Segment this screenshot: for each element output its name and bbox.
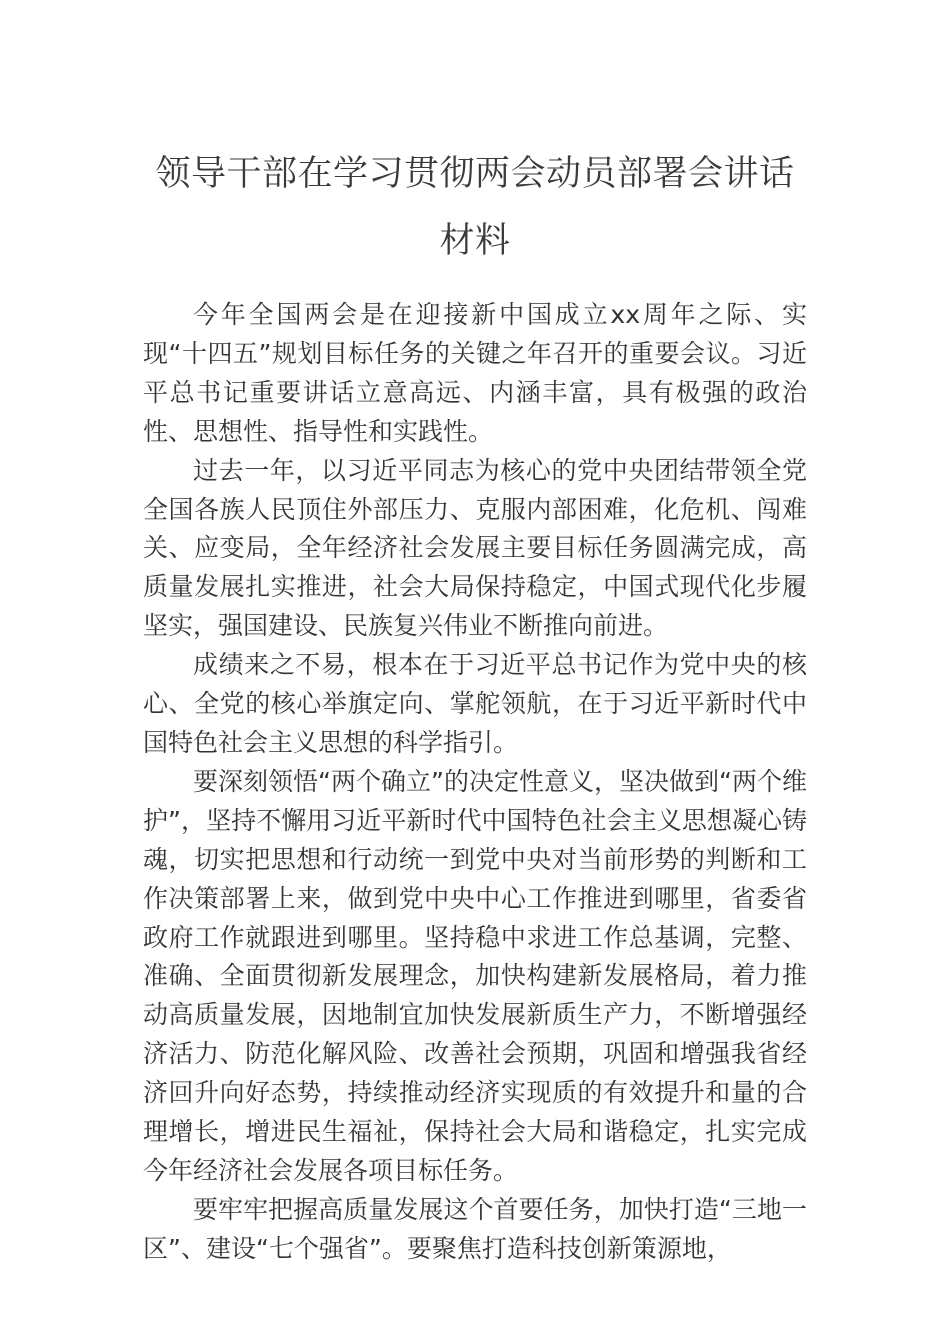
paragraph-4: 要深刻领悟“两个确立”的决定性意义，坚决做到“两个维护”，坚持不懈用习近平新时代中国特色社会主义思想凝心铸魂，切实把思想和行动统一到党中央对当前形势的判断和工作决策部署上来，做到党中央中心工作推进到哪里，省委省政府工作就跟进到哪里。坚持稳中求进工作总基调，完整、准确、全面贯彻新发展理念，加快构建新发展格局，着力推动高质量发展，因地制宜加快发展新质生产力，不断增强经济活力、防范化解风险、改善社会预期，巩固和增强我省经济回升向好态势，持续推动经济实现质的有效提升和量的合理增长，增进民生福祉，保持社会大局和谐稳定，扎实完成今年经济社会发展各项目标任务。 <box>143 766 807 1185</box>
paragraph-3: 成绩来之不易，根本在于习近平总书记作为党中央的核心、全党的核心举旗定向、掌舵领航，在于习近平新时代中国特色社会主义思想的科学指引。 <box>143 650 807 757</box>
document-title-line-1: 领导干部在学习贯彻两会动员部署会讲话 <box>155 154 795 194</box>
paragraph-1: 今年全国两会是在迎接新中国成立xx周年之际、实现“十四五”规划目标任务的关键之年召开的重要会议。习近平总书记重要讲话立意高远、内涵丰富，具有极强的政治性、思想性、指导性和实践性。 <box>143 300 807 446</box>
document-body <box>143 296 807 1269</box>
paragraph-5: 要牢牢把握高质量发展这个首要任务，加快打造“三地一区”、建设“七个强省”。要聚焦打造科技创新策源地， <box>143 1194 807 1263</box>
paragraph-2: 过去一年，以习近平同志为核心的党中央团结带领全党全国各族人民顶住外部压力、克服内部困难，化危机、闯难关、应变局，全年经济社会发展主要目标任务圆满完成，高质量发展扎实推进，社会大局保持稳定，中国式现代化步履坚实，强国建设、民族复兴伟业不断推向前进。 <box>143 455 807 641</box>
document-title-line-2: 材料 <box>439 221 511 261</box>
